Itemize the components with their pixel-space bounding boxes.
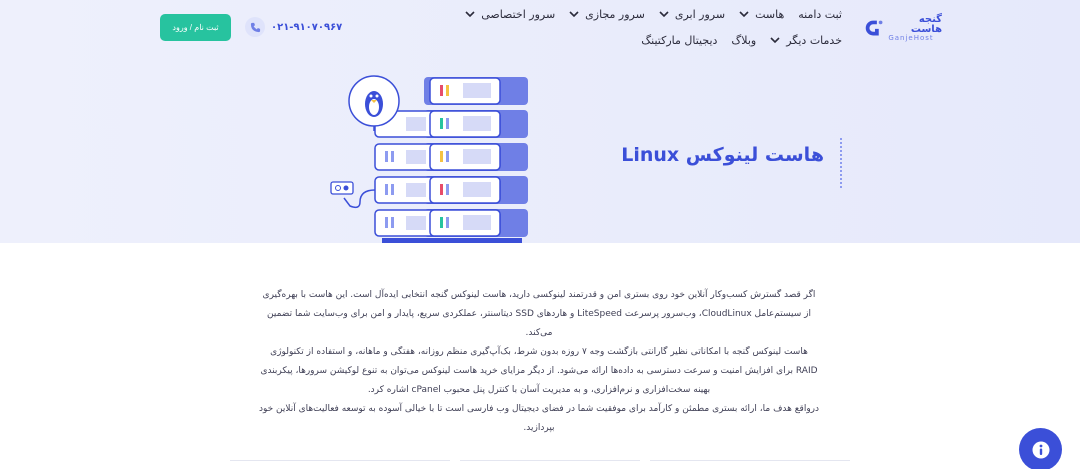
server-icon	[424, 77, 528, 105]
phone-number: ۰۲۱-۹۱۰۷۰۹۶۷	[271, 21, 343, 33]
register-login-button[interactable]: ثبت نام / ورود	[160, 14, 231, 41]
server-icon	[375, 209, 528, 237]
nav-cloud-server[interactable]	[659, 6, 725, 23]
nav-blog[interactable]	[731, 32, 756, 49]
intro-paragraph: درواقع هدف ما، ارائه بستری مطمئن و کارآمد برای موفقیت شما در فضای دیجیتال وب فارسی است تا با خیالی آسوده به توسعه فعالیت‌های آنلاین خود بپردازید.	[258, 404, 820, 433]
nav-label: خدمات دیگر	[786, 34, 842, 47]
intro-paragraph: هاست لینوکس گنجه با امکاناتی نظیر گارانتی بازگشت وجه ۷ روزه بدون شرط، بک‌آپ‌گیری منظم روزانه، هفتگی و ماهانه، و استفاده از تکنولوژی RAID برای افزایش امنیت و سرعت دسترسی به داده‌ها ارائه می‌شود. از دیگر مزایای خرید هاست لینوکس می‌توان به تنوع لوکیشن سرورها، پیکربندی بهینه سخت‌افزاری و نرم‌افزاری، و به مدیریت آسان با کنترل پنل محبوب cPanel اشاره کرد.	[260, 347, 818, 395]
nav-label: دیجیتال مارکتینگ	[641, 34, 718, 47]
nav-other-services[interactable]	[770, 32, 842, 49]
nav-label: سرور ابری	[674, 8, 726, 21]
nav-hosting[interactable]	[739, 6, 784, 23]
nav-label: ثبت دامنه	[798, 8, 842, 21]
chevron-down-icon	[569, 11, 579, 18]
nav-vps[interactable]	[569, 6, 645, 23]
card-edge	[230, 460, 450, 461]
nav-label: سرور اختصاصی	[481, 8, 556, 21]
nav-domain-register[interactable]	[798, 6, 842, 23]
phone-contact[interactable]	[245, 17, 342, 37]
server-illustration	[330, 74, 530, 243]
info-button[interactable]	[1019, 428, 1062, 469]
card-edge	[650, 460, 850, 461]
nav-digital-marketing[interactable]	[641, 32, 717, 49]
main-nav	[402, 6, 842, 49]
intro-paragraph: اگر قصد گسترش کسب‌وکار آنلاین خود روی بستری امن و قدرتمند لینوکسی دارید، هاست لینوکس گنجه انتخابی ایده‌آل است. این هاست با بهره‌گیری از سیستم‌عامل CloudLinux، وب‌سرور پرسرعت LiteSpeed و هاردهای SSD دیتاسنتر، عملکردی سریع، پایدار و امن برای وب‌سایت شما تضمین می‌کند.	[262, 290, 816, 338]
card-edge	[460, 460, 640, 461]
power-plug	[331, 182, 375, 207]
server-icon	[375, 143, 528, 171]
intro-text	[258, 286, 820, 438]
logo-text	[888, 15, 942, 42]
title-divider	[839, 138, 842, 188]
chevron-down-icon	[465, 11, 475, 18]
phone-icon	[245, 17, 265, 37]
logo-name-en: GanjeHost	[888, 33, 934, 42]
nav-label: سرور مجازی	[585, 8, 645, 21]
logo-name-fa: گنجه هاست	[910, 13, 942, 35]
logo-icon	[862, 17, 884, 39]
page-title: هاست لینوکس Linux	[621, 144, 824, 166]
logo[interactable]	[862, 13, 942, 42]
server-icon	[375, 110, 528, 138]
nav-dedicated-server[interactable]	[465, 6, 555, 23]
chevron-down-icon	[770, 37, 780, 44]
info-icon	[1032, 441, 1050, 459]
nav-label: هاست	[755, 8, 785, 21]
chevron-down-icon	[659, 11, 669, 18]
server-icon	[375, 176, 528, 204]
nav-label: وبلاگ	[731, 34, 757, 47]
chevron-down-icon	[739, 11, 749, 18]
